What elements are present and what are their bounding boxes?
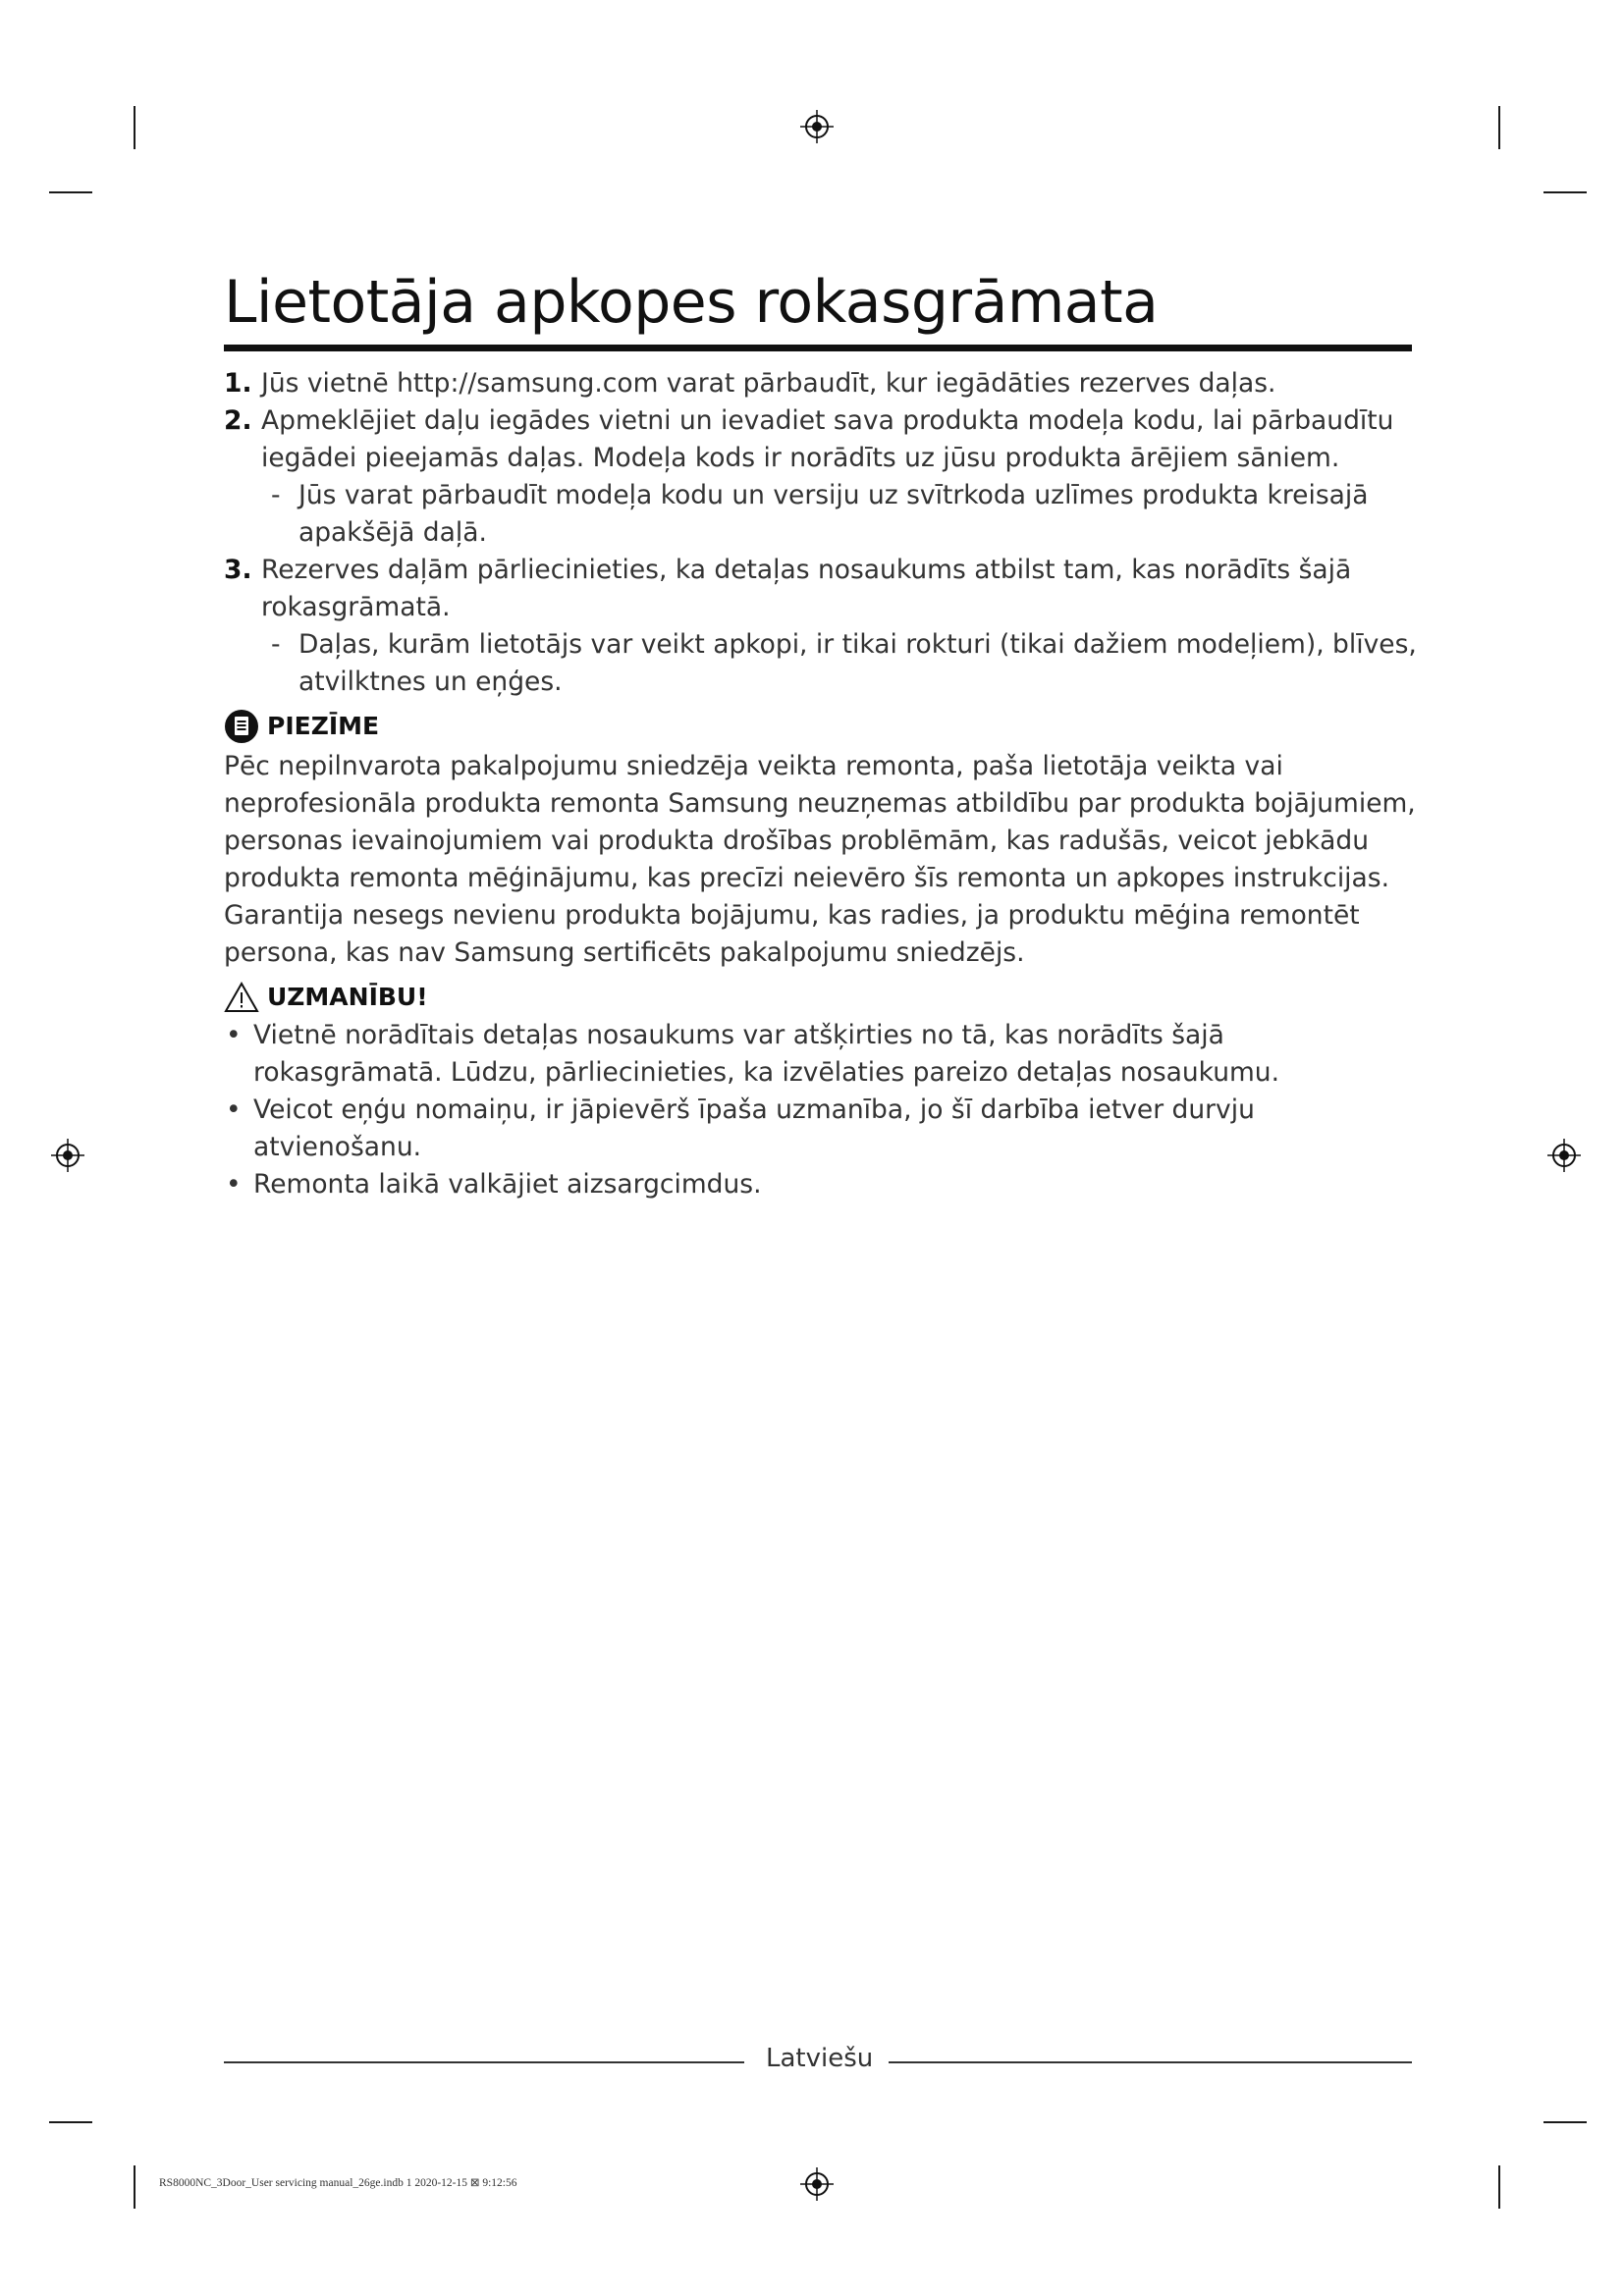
crop-mark bbox=[1543, 191, 1587, 193]
caution-bullet-text: Vietnē norādītais detaļas nosaukums var atšķirties no tā, kas norādīts šajā rokasgrāmatā. Lūdzu, pārliecinieties, ka izvēlaties pareizo detaļas nosaukumu. bbox=[253, 1020, 1280, 1088]
footer-language: Latviešu bbox=[766, 2044, 874, 2073]
print-imprint: RS8000NC_3Door_User servicing manual_26ge.indb 1 2020-12-15 ⊠ 9:12:56 bbox=[159, 2177, 517, 2189]
caution-heading-text: UZMANĪBU! bbox=[267, 983, 428, 1011]
caution-bullet bbox=[224, 1017, 1417, 1092]
step-sub-item bbox=[261, 477, 1417, 552]
note-body: Pēc nepilnvarota pakalpojumu sniedzēja veikta remonta, paša lietotāja veikta vai neprofesionāla produkta remonta Samsung neuzņemas atbildību par produkta bojājumiem, personas ievainojumiem vai produkta drošības problēmām, kas radušās, veicot jebkādu produkta remonta mēģinājumu, kas precīzi neievēro šīs remonta un apkopes instrukcijas. Garantija nesegs nevienu produkta bojājumu, kas radies, ja produktu mēģina remontēt persona, kas nav Samsung sertificēts pakalpojumu sniedzējs. bbox=[224, 751, 1416, 968]
bullet-marker: • bbox=[226, 1095, 242, 1125]
step-sub-item bbox=[261, 626, 1417, 701]
caution-heading bbox=[224, 978, 1417, 1017]
caution-bullet bbox=[224, 1166, 1417, 1203]
registration-mark-icon bbox=[1547, 1139, 1581, 1172]
crop-mark bbox=[49, 191, 92, 193]
note-heading bbox=[224, 707, 1417, 746]
bullet-marker: • bbox=[226, 1020, 242, 1050]
caution-bullet-text: Remonta laikā valkājiet aizsargcimdus. bbox=[253, 1169, 762, 1200]
step-sub-text: Jūs varat pārbaudīt modeļa kodu un versiju uz svītrkoda uzlīmes produkta kreisajā apakšējā daļā. bbox=[298, 480, 1369, 548]
registration-mark-icon bbox=[51, 1139, 84, 1172]
step-number: 2. bbox=[224, 405, 252, 436]
caution-bullet-text: Veicot eņģu nomaiņu, ir jāpievērš īpaša uzmanība, jo šī darbība ietver durvju atvienošanu. bbox=[253, 1095, 1255, 1162]
registration-mark-icon bbox=[800, 110, 834, 143]
crop-mark bbox=[49, 2121, 92, 2123]
note-document-icon bbox=[224, 709, 259, 744]
step-text: Jūs vietnē http://samsung.com varat pārbaudīt, kur iegādāties rezerves daļas. bbox=[261, 368, 1276, 399]
step-number: 1. bbox=[224, 368, 252, 399]
page-title: Lietotāja apkopes rokasgrāmata bbox=[224, 268, 1159, 337]
title-underline bbox=[224, 345, 1412, 351]
page-content bbox=[224, 365, 1417, 1203]
registration-mark-icon bbox=[800, 2167, 834, 2201]
dash-marker: - bbox=[271, 629, 281, 660]
warning-triangle-icon bbox=[224, 980, 259, 1015]
crop-mark bbox=[1498, 106, 1500, 149]
dash-marker: - bbox=[271, 480, 281, 510]
bullet-marker: • bbox=[226, 1169, 242, 1200]
step-item bbox=[224, 365, 1417, 402]
crop-mark bbox=[134, 106, 135, 149]
crop-mark bbox=[1498, 2165, 1500, 2209]
footer-rule-right bbox=[889, 2061, 1412, 2063]
step-text: Rezerves daļām pārliecinieties, ka detaļas nosaukums atbilst tam, kas norādīts šajā rokasgrāmatā. bbox=[261, 555, 1352, 622]
note-heading-text: PIEZĪME bbox=[267, 712, 380, 740]
step-number: 3. bbox=[224, 555, 252, 585]
step-item bbox=[224, 402, 1417, 552]
caution-bullet bbox=[224, 1092, 1417, 1166]
crop-mark bbox=[1543, 2121, 1587, 2123]
step-item bbox=[224, 552, 1417, 701]
crop-mark bbox=[134, 2165, 135, 2209]
step-text: Apmeklējiet daļu iegādes vietni un ievadiet sava produkta modeļa kodu, lai pārbaudītu iegādei pieejamās daļas. Modeļa kods ir norādīts uz jūsu produkta ārējiem sāniem. bbox=[261, 405, 1394, 473]
footer-rule-left bbox=[224, 2061, 744, 2063]
step-sub-text: Daļas, kurām lietotājs var veikt apkopi, ir tikai rokturi (tikai dažiem modeļiem), blīves, atvilktnes un eņģes. bbox=[298, 629, 1417, 697]
